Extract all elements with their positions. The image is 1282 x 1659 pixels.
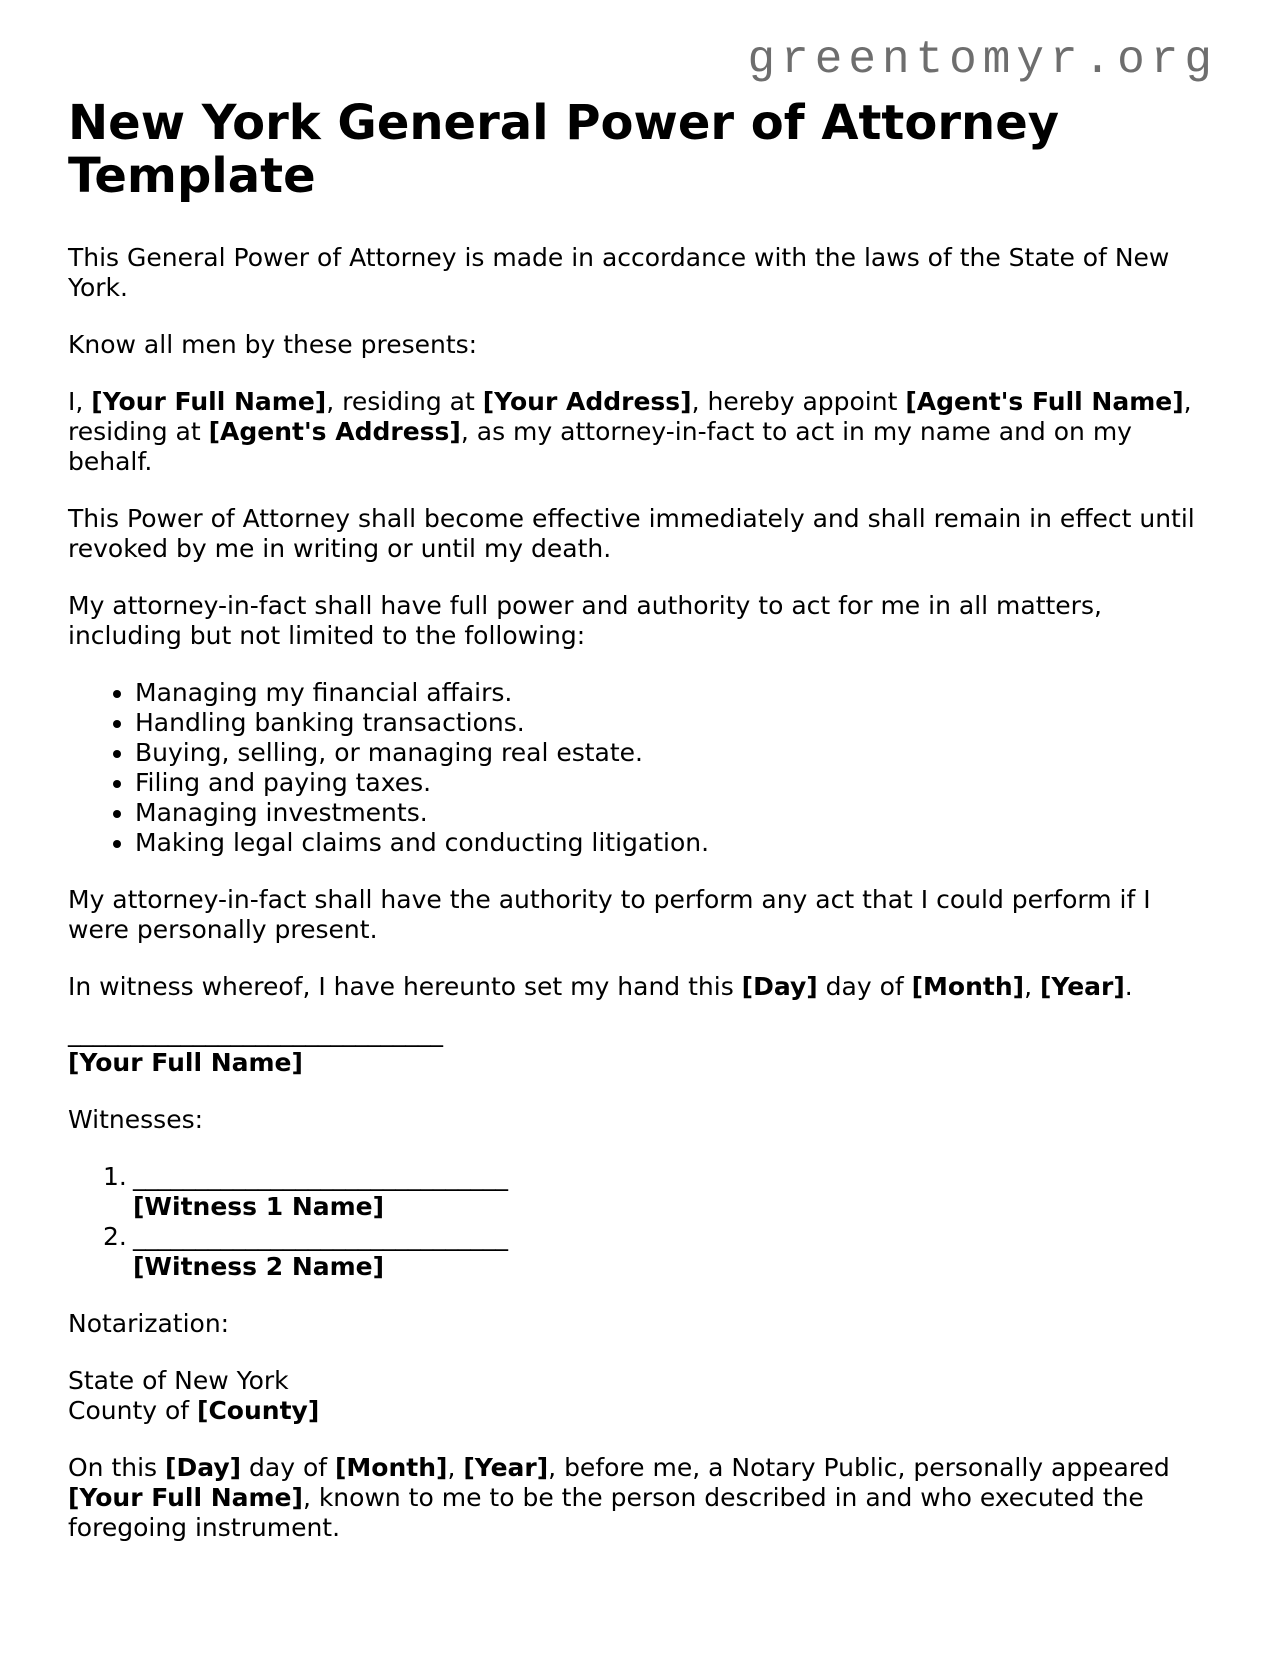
paragraph-presents: Know all men by these presents: xyxy=(68,330,478,359)
placeholder-field: [Your Full Name] xyxy=(91,387,327,416)
text-segment: I, xyxy=(68,387,92,416)
paragraph-powers-intro: My attorney-in-fact shall have full power and authority to act for me in all matters, including but not limited to the following: xyxy=(68,591,1102,650)
placeholder-field: [County] xyxy=(197,1396,320,1425)
notarization-heading: Notarization: xyxy=(68,1309,230,1338)
placeholder-field: [Month] xyxy=(334,1453,448,1482)
placeholder-field: [Agent's Address] xyxy=(208,417,461,446)
witness-signature-line: ______________________________ xyxy=(133,1222,508,1251)
placeholder-field: [Your Address] xyxy=(482,387,692,416)
powers-list xyxy=(68,678,1214,858)
witness-list xyxy=(68,1162,1214,1282)
text-segment: day of xyxy=(241,1453,335,1482)
list-item-taxes: • Filing and paying taxes. xyxy=(135,768,1214,798)
witness-signature-line: ______________________________ xyxy=(133,1162,508,1191)
text-segment: . xyxy=(1124,972,1133,1001)
witness-entry-2 xyxy=(68,1222,1214,1282)
placeholder-field: [Agent's Full Name] xyxy=(905,387,1184,416)
list-item-financial: • Managing my financial affairs. xyxy=(135,678,1214,708)
witness-entry-1 xyxy=(68,1162,1214,1222)
witness-number: 2. xyxy=(103,1222,127,1251)
principal-name-label: [Your Full Name] xyxy=(68,1048,303,1077)
placeholder-field: [Your Full Name] xyxy=(68,1483,303,1512)
list-item-litigation: • Making legal claims and conducting litigation. xyxy=(135,828,1214,858)
placeholder-field: [Day] xyxy=(741,972,818,1001)
paragraph-intro: This General Power of Attorney is made in accordance with the laws of the State of New York. xyxy=(68,243,1170,302)
text-segment: , xyxy=(447,1453,464,1482)
witnesses-heading: Witnesses: xyxy=(68,1105,204,1134)
list-item-investments: • Managing investments. xyxy=(135,798,1214,828)
text-segment: , hereby appoint xyxy=(691,387,906,416)
paragraph-effective: This Power of Attorney shall become effective immediately and shall remain in effect until revoked by me in writing or until my death. xyxy=(68,504,1195,563)
placeholder-field: [Month] xyxy=(911,972,1025,1001)
placeholder-field: [Day] xyxy=(165,1453,242,1482)
text-segment: day of xyxy=(817,972,912,1001)
text-segment: On this xyxy=(68,1453,166,1482)
text-segment: , as my attorney-in-fact to act in my name and on my behalf. xyxy=(68,417,1132,476)
text-segment: , known to me to be the person described in and who executed the foregoing instrument. xyxy=(68,1483,1144,1542)
venue-county xyxy=(68,1396,319,1425)
witness-name-label: [Witness 1 Name] xyxy=(133,1192,385,1221)
notary-venue xyxy=(68,1366,1214,1426)
text-segment: , residing at xyxy=(326,387,483,416)
list-item-real-estate: • Buying, selling, or managing real estate. xyxy=(135,738,1214,768)
paragraph-acknowledgment xyxy=(68,1453,1214,1543)
principal-signature-line: ______________________________ xyxy=(68,1018,443,1047)
text-segment: , before me, a Notary Public, personally appeared xyxy=(548,1453,1170,1482)
paragraph-witness-clause xyxy=(68,972,1214,1002)
venue-state: State of New York xyxy=(68,1366,289,1395)
document-title: New York General Power of Attorney Template xyxy=(68,95,1060,204)
text-segment: County of xyxy=(68,1396,198,1425)
list-item-banking: • Handling banking transactions. xyxy=(135,708,1214,738)
text-segment: In witness whereof, I have hereunto set my hand this xyxy=(68,972,742,1001)
placeholder-field: [Year] xyxy=(463,1453,549,1482)
paragraph-appointment xyxy=(68,387,1214,477)
paragraph-authority: My attorney-in-fact shall have the authority to perform any act that I could perform if I were personally present. xyxy=(68,885,1151,944)
text-segment: , residing at xyxy=(68,387,1192,446)
placeholder-field: [Year] xyxy=(1039,972,1125,1001)
witness-number: 1. xyxy=(103,1162,127,1191)
text-segment: , xyxy=(1024,972,1040,1001)
principal-signature-block xyxy=(68,1018,1214,1078)
watermark-logo: greentomyr.org xyxy=(747,34,1218,86)
witness-name-label: [Witness 2 Name] xyxy=(133,1252,385,1281)
